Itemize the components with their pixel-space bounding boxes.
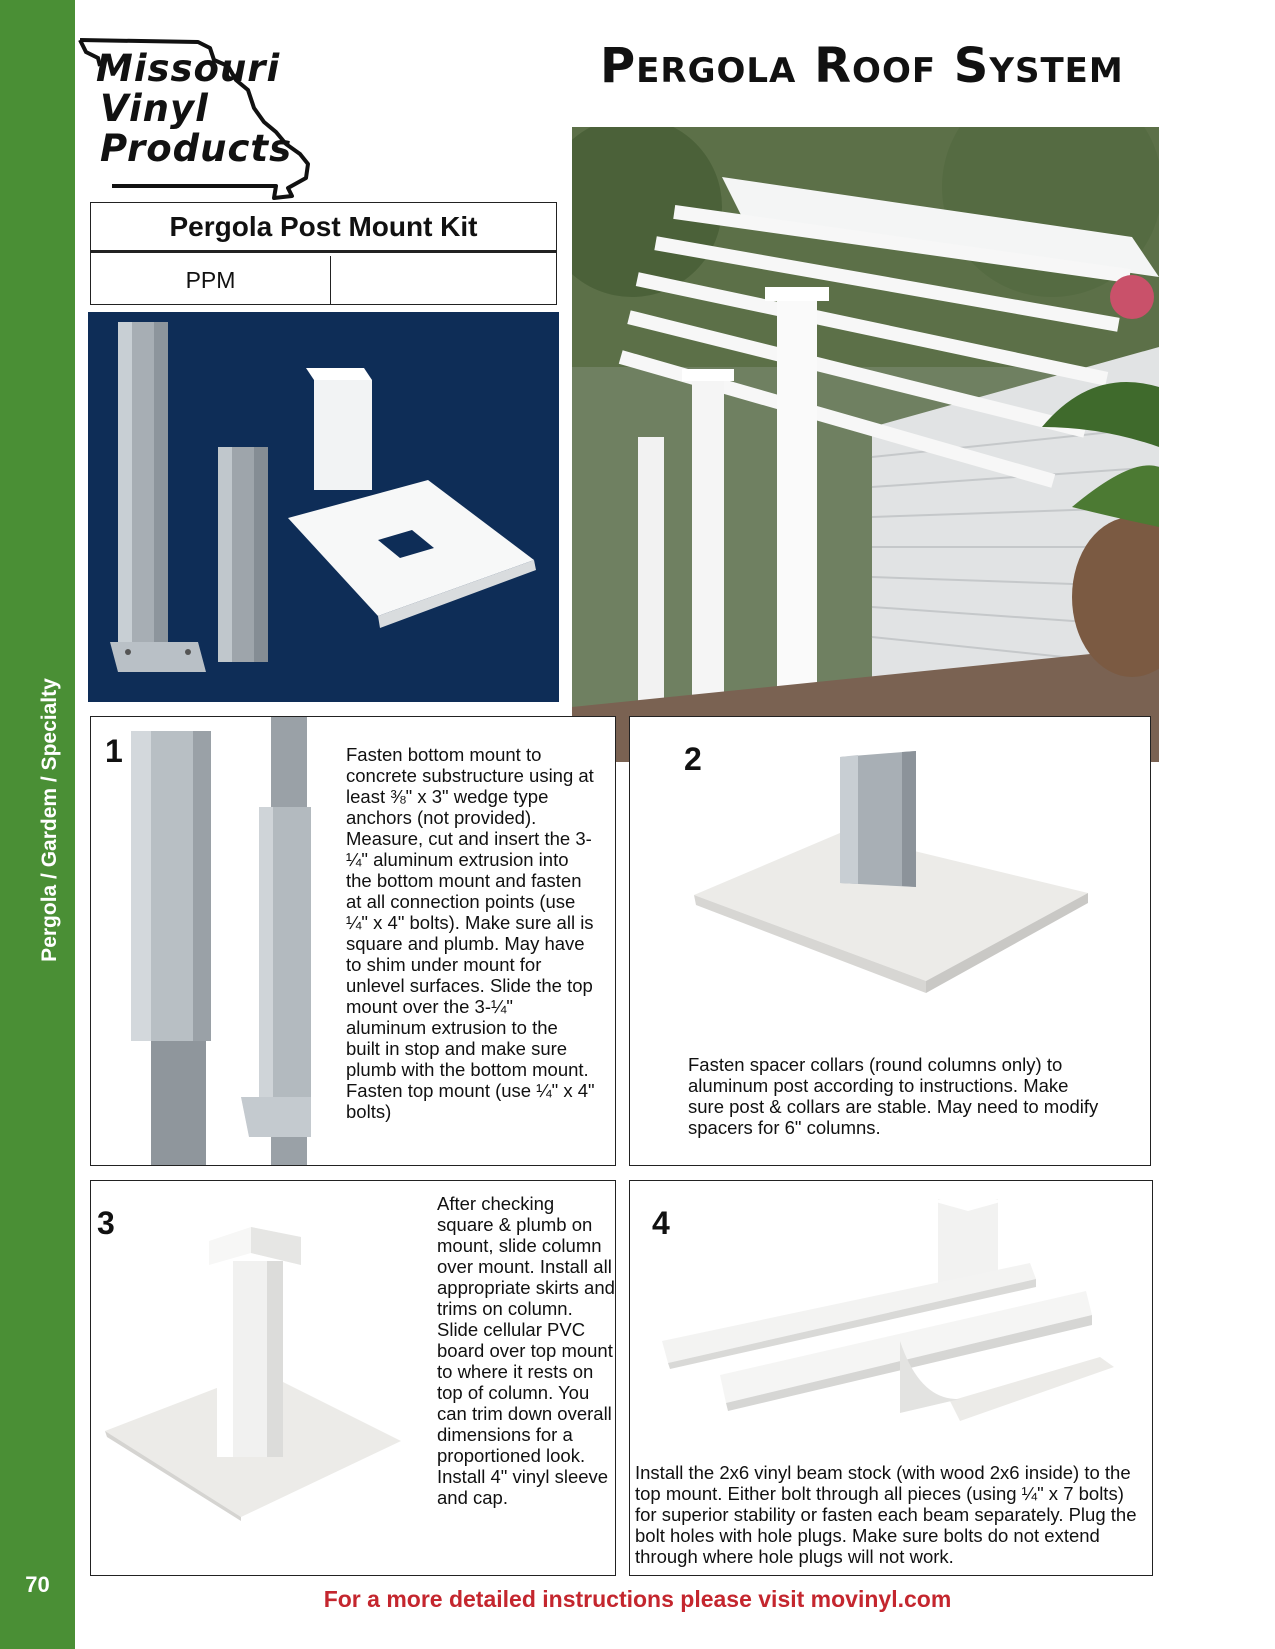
company-logo (78, 36, 338, 206)
step-2-text: Fasten spacer collars (round columns only) to aluminum post according to instructions. Make sure post & collars are stable. May need to modify spacers for 6" columns. (688, 1054, 1099, 1138)
step-3-number: 3 (97, 1205, 115, 1241)
kit-title: Pergola Post Mount Kit (91, 203, 556, 253)
logo-line-missouri: Missouri (96, 47, 281, 90)
step-3-column-photo (101, 1221, 411, 1521)
step-1-box (90, 716, 616, 1166)
step-1-text: Fasten bottom mount to concrete substructure using at least ⅜" x 3" wedge type anchors (not provided). Measure, cut and insert the 3-¼" aluminum extrusion into the bottom mount and fasten at all connection points (use ¼" x 4" bolts). Make sure all is square and plumb. May have to shim under mount for unlevel surfaces. Slide the top mount over the 3-¼" aluminum extrusion to the built in stop and make sure plumb with the bottom mount. Fasten top mount (use ¼" x 4" bolts) (346, 744, 595, 1122)
step-3-box (90, 1180, 616, 1576)
kit-code: PPM (91, 256, 331, 304)
step-4-box (629, 1180, 1153, 1576)
page-number: 70 (25, 1572, 50, 1597)
step-2-number: 2 (684, 741, 702, 777)
step-1-number: 1 (105, 733, 123, 769)
step-4-text: Install the 2x6 vinyl beam stock (with wood 2x6 inside) to the top mount. Either bolt through all pieces (using ¼" x 7 bolts) for superior stability or fasten each beam separately. Plug the bolt holes with hole plugs. Make sure bolts do not extend through where hole plugs will not work. (635, 1462, 1137, 1567)
step-1-post-photo (111, 717, 311, 1165)
step-2-box (629, 716, 1151, 1166)
sidebar-category-label: Pergola / Gardem / Specialty (38, 678, 61, 962)
pergola-photo (572, 127, 1159, 762)
logo-line-vinyl: Vinyl (100, 87, 209, 130)
step-4-number: 4 (652, 1205, 670, 1241)
kit-table (90, 202, 557, 305)
logo-line-products: Products (100, 127, 293, 170)
step-2-mount-photo (690, 747, 1110, 1017)
step-4-beam-photo (660, 1191, 1130, 1431)
sidebar (0, 0, 75, 1649)
footer-website-link[interactable]: For a more detailed instructions please visit movinyl.com (323, 1586, 952, 1612)
kit-parts-photo (88, 312, 559, 702)
step-3-text: After checking square & plumb on mount, slide column over mount. Install all appropriate skirts and trims on column. Slide cellular PVC board over top mount to where it rests on top of column. You can trim down overall dimensions for a proportioned look. Install 4" vinyl sleeve and cap. (437, 1193, 615, 1508)
page-title: Pergola Roof System (600, 38, 1124, 94)
